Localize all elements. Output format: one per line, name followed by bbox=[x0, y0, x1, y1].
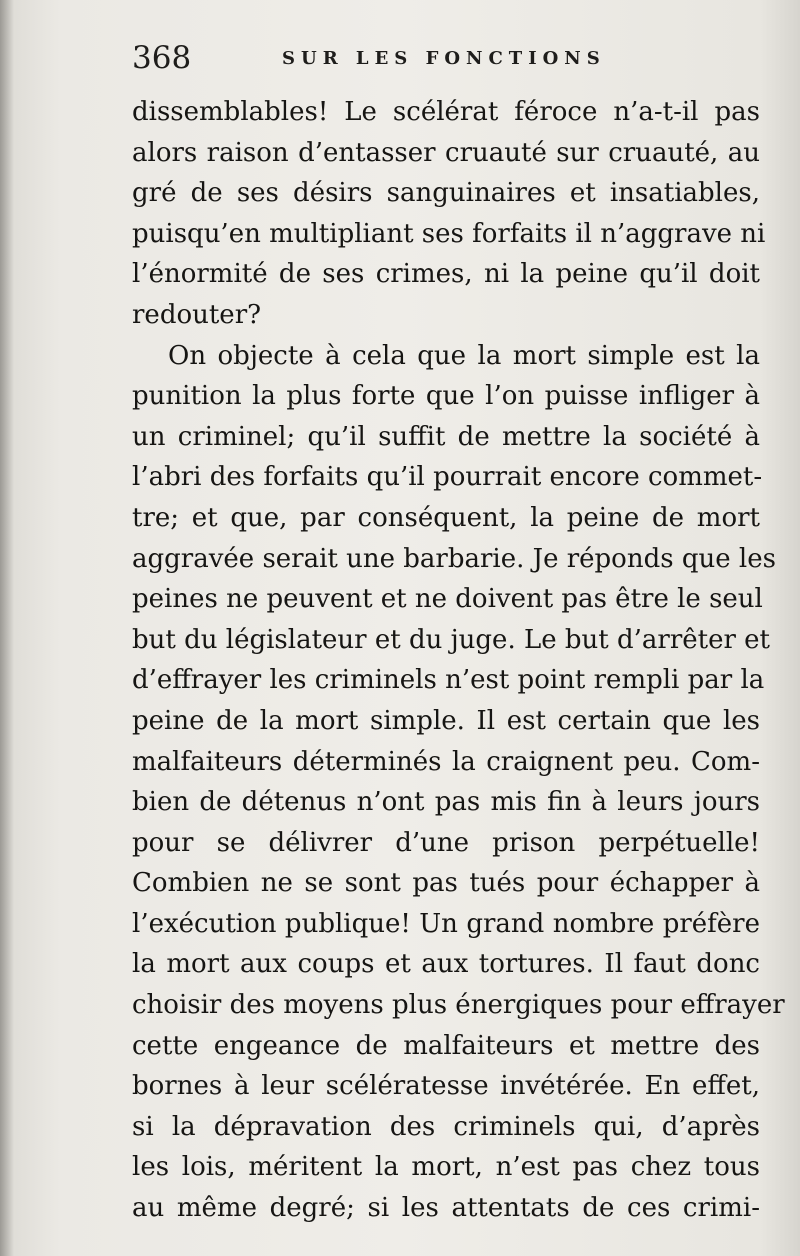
text-line: pour se délivrer d’une prison perpétuelle! bbox=[132, 827, 760, 858]
text-line: l’énormité de ses crimes, ni la peine qu’il doit bbox=[132, 259, 760, 290]
page-header bbox=[132, 38, 752, 82]
page-gutter-shadow bbox=[0, 0, 14, 1256]
text-line: gré de ses désirs sanguinaires et insatiables, bbox=[132, 178, 760, 209]
text-line: redouter? bbox=[132, 299, 262, 330]
page-number: 368 bbox=[132, 40, 192, 76]
text-line: punition la plus forte que l’on puisse infliger à bbox=[132, 381, 760, 412]
text-line: l’exécution publique! Un grand nombre préfère bbox=[132, 908, 760, 939]
text-line: l’abri des forfaits qu’il pourrait encore commet- bbox=[132, 462, 763, 493]
text-line: alors raison d’entasser cruauté sur cruauté, au bbox=[132, 137, 760, 168]
text-line: puisqu’en multipliant ses forfaits il n’aggrave ni bbox=[132, 218, 766, 249]
text-line: au même degré; si les attentats de ces crimi- bbox=[132, 1193, 760, 1224]
body-text bbox=[132, 92, 785, 1229]
text-line: un criminel; qu’il suffit de mettre la société à bbox=[132, 421, 760, 452]
text-line: aggravée serait une barbarie. Je réponds que les bbox=[132, 543, 776, 574]
text-line: peines ne peuvent et ne doivent pas être le seul bbox=[132, 584, 763, 615]
text-line: malfaiteurs déterminés la craignent peu. Com- bbox=[132, 746, 760, 777]
text-line: la mort aux coups et aux tortures. Il faut donc bbox=[132, 949, 760, 980]
text-line: Combien ne se sont pas tués pour échapper à bbox=[132, 868, 760, 899]
text-line: tre; et que, par conséquent, la peine de mort bbox=[132, 502, 760, 533]
text-line: choisir des moyens plus énergiques pour effrayer bbox=[132, 990, 785, 1021]
text-line: les lois, méritent la mort, n’est pas chez tous bbox=[132, 1152, 760, 1183]
text-line: but du législateur et du juge. Le but d’arrêter et bbox=[132, 624, 771, 655]
paragraph-start-line: On objecte à cela que la mort simple est la bbox=[168, 340, 760, 371]
running-head: SUR LES FONCTIONS bbox=[282, 48, 606, 69]
text-line: bornes à leur scélératesse invétérée. En effet, bbox=[132, 1071, 760, 1102]
text-line: peine de la mort simple. Il est certain que les bbox=[132, 705, 760, 736]
text-line: si la dépravation des criminels qui, d’après bbox=[132, 1111, 760, 1142]
text-line: dissemblables! Le scélérat féroce n’a-t-il pas bbox=[132, 97, 760, 127]
text-line: cette engeance de malfaiteurs et mettre des bbox=[132, 1030, 760, 1061]
text-line: d’effrayer les criminels n’est point rempli par la bbox=[132, 665, 765, 696]
text-line: bien de détenus n’ont pas mis fin à leurs jours bbox=[132, 787, 760, 818]
